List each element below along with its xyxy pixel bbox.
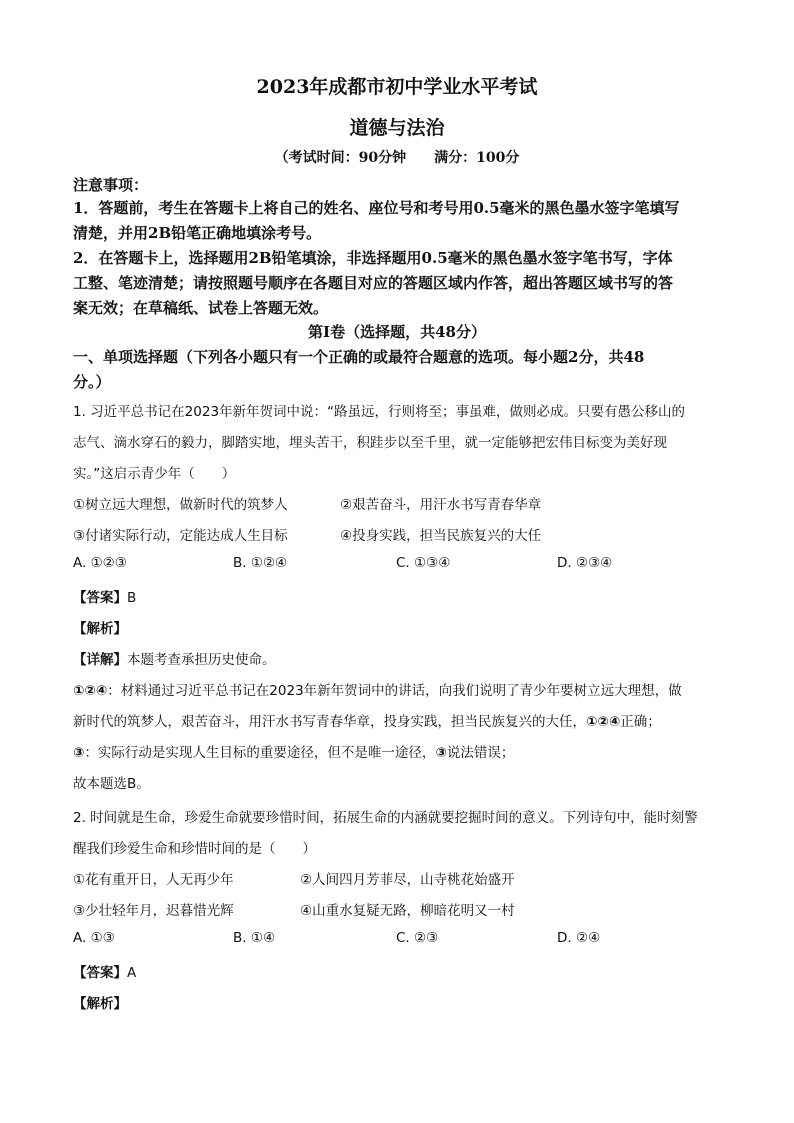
q1-option-b: B. ①②④ — [233, 555, 288, 571]
q1-option-a: A. ①②③ — [73, 555, 127, 571]
note-2-line-1: 2．在答题卡上，选择题用2B铅笔填涂，非选择题用0.5毫米的黑色墨水签字笔书写，字体 — [73, 249, 673, 267]
exp1-marks: ①②④ — [73, 683, 108, 699]
q1-stem-line-1: 1. 习近平总书记在2023年新年贺词中说：“路虽远，行则将至；事虽难，做则必成。只要有愚公移山的 — [73, 404, 686, 420]
q2-statement-2: ②人间四月芳菲尽，山寺桃花始盛开 — [300, 872, 515, 888]
q2-stem-line-2: 醒我们珍爱生命和珍惜时间的是（ ） — [73, 841, 316, 857]
q2-option-d: D. ②④ — [557, 930, 601, 946]
detail-text: 本题考查承担历史使命。 — [127, 652, 276, 668]
q1-conclusion: 故本题选B。 — [73, 776, 150, 792]
exam-title: 2023年成都市初中学业水平考试 — [256, 76, 538, 98]
exp2-end: 说法错误； — [446, 745, 515, 761]
q1-option-c: C. ①③④ — [396, 555, 451, 571]
exam-info: （考试时间：90分钟 满分：100分 — [274, 150, 520, 166]
exp2-text: ：实际行动是实现人生目标的重要途径，但不是唯一途径， — [84, 745, 436, 761]
q1-explanation-line-3 — [73, 741, 514, 761]
q2-statement-3: ③少壮轻年月，迟暮惜光辉 — [73, 903, 234, 919]
q1-stem-line-2: 志气、滴水穿石的毅力，脚踏实地，埋头苦干，积跬步以至千里，就一定能够把宏伟目标变为美好现 — [73, 435, 667, 451]
exp1-text-2a: 新时代的筑梦人，艰苦奋斗，用汗水书写青春华章，投身实践，担当民族复兴的大任， — [73, 714, 586, 730]
q2-option-a: A. ①③ — [73, 930, 115, 946]
exp2-mark-2: ③ — [435, 745, 447, 761]
note-2-line-2: 工整、笔迹清楚；请按照题号顺序在各题目对应的答题区域内作答，超出答题区域书写的答 — [73, 274, 674, 292]
note-1-line-1: 1．答题前，考生在答题卡上将自己的姓名、座位号和考号用0.5毫米的黑色墨水签字笔填写 — [73, 199, 680, 217]
q1-explanation-line-2 — [73, 710, 661, 730]
q2-statement-1: ①花有重开日，人无再少年 — [73, 872, 234, 888]
part-heading-line-1: 一、单项选择题（下列各小题只有一个正确的或最符合题意的选项。每小题2分，共48 — [73, 348, 645, 366]
q1-statement-1: ①树立远大理想，做新时代的筑梦人 — [73, 497, 288, 513]
q1-statement-3: ③付诸实际行动，定能达成人生目标 — [73, 528, 288, 544]
exp1-marks-2: ①②④ — [586, 714, 621, 730]
q1-statement-2: ②艰苦奋斗，用汗水书写青春华章 — [340, 497, 542, 513]
note-2-line-3: 案无效；在草稿纸、试卷上答题无效。 — [73, 299, 329, 317]
q2-statement-4: ④山重水复疑无路，柳暗花明又一村 — [300, 903, 515, 919]
q2-option-c: C. ②③ — [396, 930, 439, 946]
answer-tag: 【答案】 — [73, 590, 127, 606]
q1-analysis-tag: 【解析】 — [73, 621, 127, 637]
q1-detail — [73, 648, 276, 668]
exp1-text-2b: 正确； — [620, 714, 661, 730]
q1-explanation-line-1 — [73, 679, 682, 699]
q1-answer — [73, 586, 136, 606]
q2-stem-line-1: 2. 时间就是生命，珍爱生命就要珍惜时间，拓展生命的内涵就要挖掘时间的意义。下列诗句中，能时刻警 — [73, 810, 698, 826]
notes-heading: 注意事项： — [73, 176, 149, 194]
q2-analysis-tag: 【解析】 — [73, 996, 127, 1012]
part-heading-line-2: 分。） — [73, 373, 111, 391]
exp1-text: ：材料通过习近平总书记在2023年新年贺词中的讲话，向我们说明了青少年要树立远大理想，做 — [107, 683, 682, 699]
q1-option-d: D. ②③④ — [557, 555, 613, 571]
detail-tag: 【详解】 — [73, 652, 127, 668]
q2-option-b: B. ①④ — [233, 930, 276, 946]
volume-title: 第Ⅰ卷（选择题，共48分） — [308, 323, 486, 341]
answer-tag: 【答案】 — [73, 965, 127, 981]
q1-statement-4: ④投身实践，担当民族复兴的大任 — [340, 528, 542, 544]
note-1-line-2: 清楚，并用2B铅笔正确地填涂考号。 — [73, 224, 322, 242]
answer-value: A — [127, 965, 137, 981]
answer-value: B — [127, 590, 137, 606]
q2-answer — [73, 961, 136, 981]
subject-title: 道德与法治 — [349, 117, 445, 139]
exp2-mark: ③ — [73, 745, 85, 761]
q1-stem-line-3: 实。”这启示青少年（ ） — [73, 466, 236, 482]
